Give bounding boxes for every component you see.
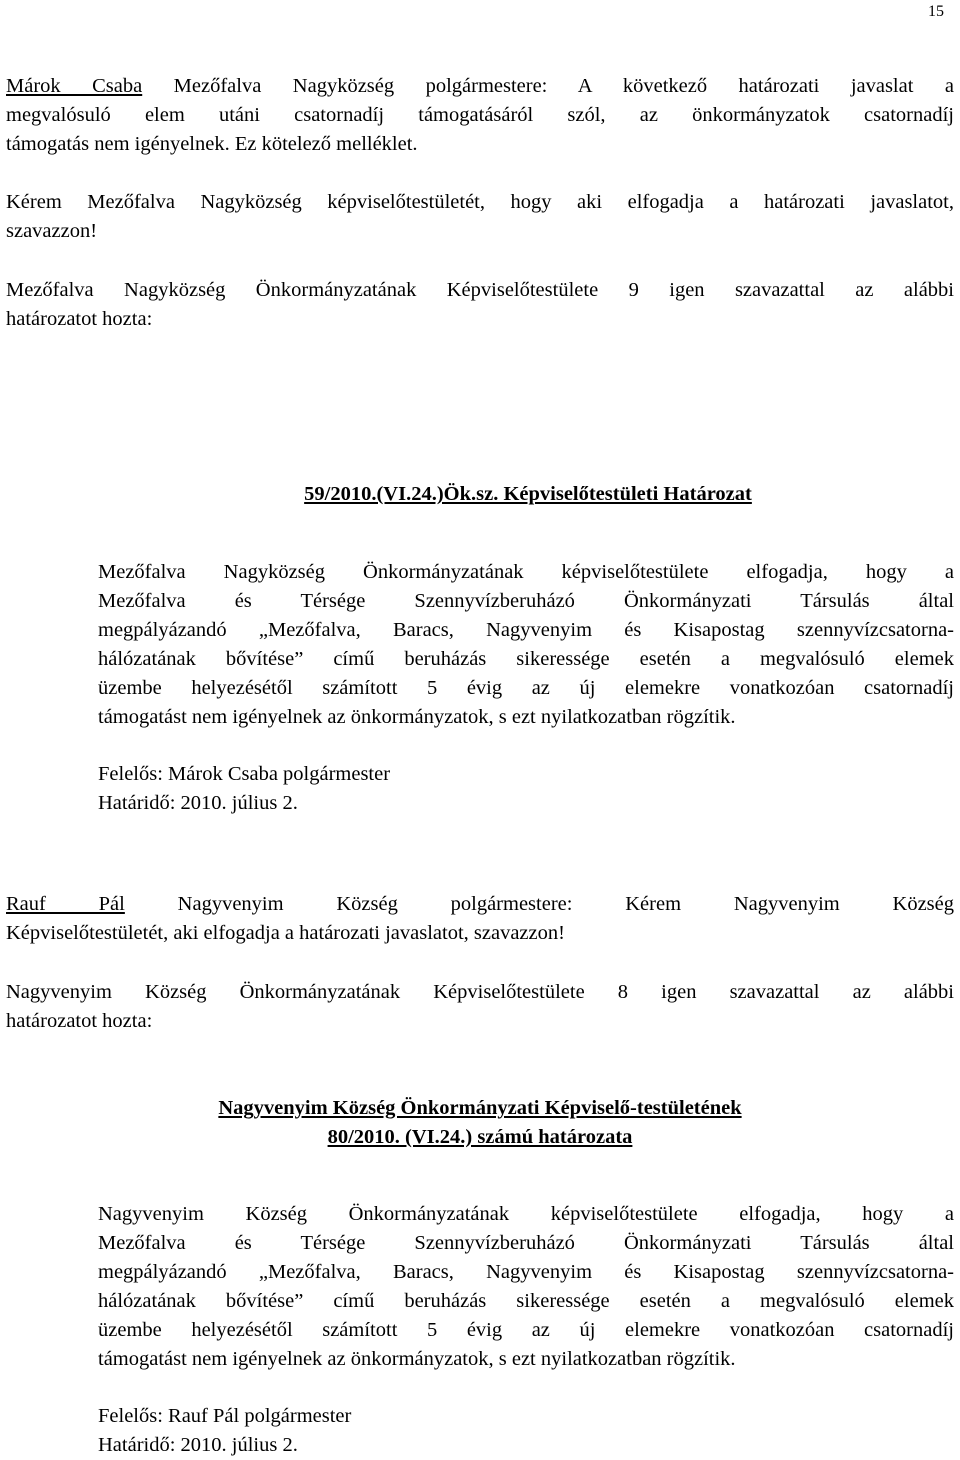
speaker-name: Rauf Pál [6,893,125,915]
resolution-1-body [98,558,954,732]
resolution-line: üzembe helyezésétől számított 5 évig az új elemekre vonatkozóan csatornadíj [98,1319,954,1341]
vote-line: Nagyvenyim Község Önkormányzatának Képviselőtestülete 8 igen szavazattal az alábbi [6,981,954,1003]
resolution-line: Mezőfalva és Térsége Szennyvízberuházó Önkormányzati Társulás által [98,1232,954,1254]
deadline: Határidő: 2010. július 2. [98,1434,298,1456]
resolution-line: támogatást nem igényelnek az önkormányzatok, s ezt nyilatkozatban rögzítik. [98,1348,736,1370]
resolution-line: Mezőfalva és Térsége Szennyvízberuházó Önkormányzati Társulás által [98,590,954,612]
resolution-line: Mezőfalva Nagyközség Önkormányzatának képviselőtestülete elfogadja, hogy a [98,561,954,583]
speaker-name: Márok Csaba [6,75,143,97]
speech-line: Képviselőtestületét, aki elfogadja a határozati javaslatot, szavazzon! [6,922,565,944]
request-line: Kérem Mezőfalva Nagyközség képviselőtestületét, hogy aki elfogadja a határozati javaslatot, [6,191,954,213]
page-number: 15 [928,3,944,20]
vote-request-1 [6,188,954,246]
resolution-line: üzembe helyezésétől számított 5 évig az új elemekre vonatkozóan csatornadíj [98,677,954,699]
deadline: Határidő: 2010. július 2. [98,792,298,814]
resolution-1-meta [98,760,954,818]
vote-line: határozatot hozta: [6,308,153,330]
resolution-line: támogatást nem igényelnek az önkormányzatok, s ezt nyilatkozatban rögzítik. [98,706,736,728]
resolution-1-title: 59/2010.(VI.24.)Ök.sz. Képviselőtestületi Határozat [304,483,752,505]
vote-line: Mezőfalva Nagyközség Önkormányzatának Képviselőtestülete 9 igen szavazattal az alábbi [6,279,954,301]
resolution-2-meta [98,1402,954,1460]
speech-line: támogatás nem igényelnek. Ez kötelező melléklet. [6,133,418,155]
vote-line: határozatot hozta: [6,1010,153,1032]
speech-marok-csaba [6,72,954,159]
speech-line: Rauf Pál Nagyvenyim Község polgármestere: Kérem Nagyvenyim Község [6,893,954,915]
resolution-line: hálózatának bővítése” című beruházás sikeressége esetén a megvalósuló elemek [98,1290,954,1312]
resolution-line: megpályázandó „Mezőfalva, Baracs, Nagyvenyim és Kisapostag szennyvízcsatorna- [98,619,954,641]
resolution-line: Nagyvenyim Község Önkormányzatának képviselőtestülete elfogadja, hogy a [98,1203,954,1225]
resolution-2-title: Nagyvenyim Község Önkormányzati Képviselő-testületének 80/2010. (VI.24.) számú határozata [218,1097,742,1148]
vote-result-2 [6,978,954,1036]
vote-result-1 [6,276,954,334]
request-line: szavazzon! [6,220,98,242]
resolution-2-body [98,1200,954,1374]
responsible: Felelős: Rauf Pál polgármester [98,1405,352,1427]
responsible: Felelős: Márok Csaba polgármester [98,763,391,785]
speech-line: megvalósuló elem utáni csatornadíj támogatásáról szól, az önkormányzatok csatornadíj [6,104,954,126]
resolution-line: hálózatának bővítése” című beruházás sikeressége esetén a megvalósuló elemek [98,648,954,670]
speech-line: Márok Csaba Mezőfalva Nagyközség polgármestere: A következő határozati javaslat a [6,75,954,97]
resolution-line: megpályázandó „Mezőfalva, Baracs, Nagyvenyim és Kisapostag szennyvízcsatorna- [98,1261,954,1283]
speech-rauf-pal [6,890,954,948]
